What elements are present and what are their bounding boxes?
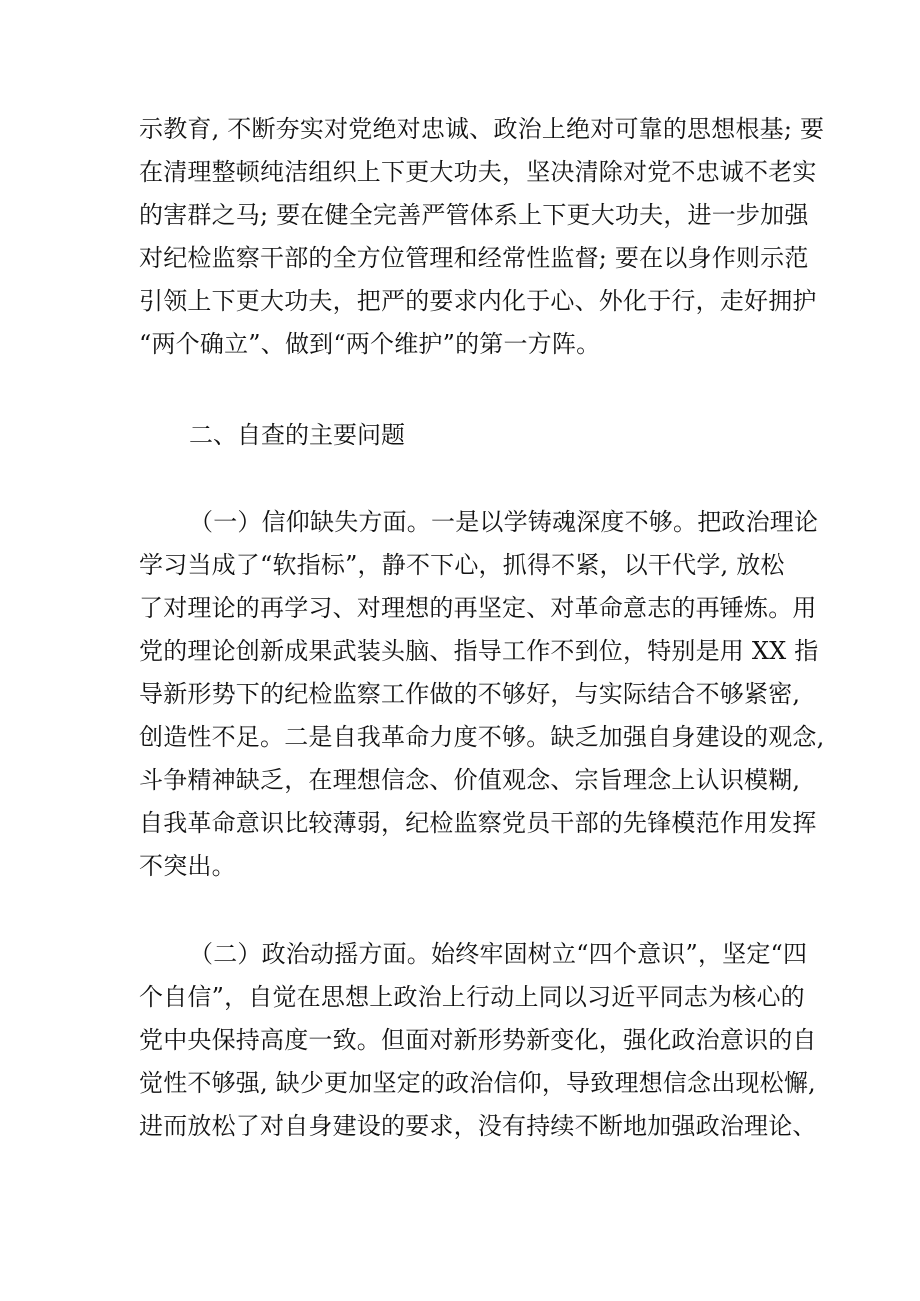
text-line: （一）信仰缺失方面。一是以学铸魂深度不够。把政治理论 — [189, 508, 819, 536]
text-line: 进而放松了对自身建设的要求，没有持续不断地加强政治理论、 — [139, 1112, 817, 1140]
text-line: 在清理整顿纯洁组织上下更大功夫，坚决清除对党不忠诚不老实 — [139, 158, 817, 186]
text-line: 的害群之马; 要在健全完善严管体系上下更大功夫，进一步加强 — [139, 201, 809, 229]
text-line: 斗争精神缺乏，在理想信念、价值观念、宗旨理念上认识模糊, — [139, 766, 801, 794]
text-line: 不突出。 — [139, 852, 236, 880]
text-line: 党的理论创新成果武装头脑、指导工作不到位，特别是用 XX 指 — [139, 637, 819, 665]
text-line: 导新形势下的纪检监察工作做的不够好，与实际结合不够紧密, — [139, 680, 801, 708]
paragraph-faith — [139, 501, 825, 888]
paragraph-politics — [139, 933, 817, 1148]
text-line: （二）政治动摇方面。始终牢固树立“四个意识”，坚定“四 — [189, 940, 808, 968]
text-line: 党中央保持高度一致。但面对新形势新变化，强化政治意识的自 — [139, 1026, 817, 1054]
text-line: 觉性不够强, 缺少更加坚定的政治信仰，导致理想信念出现松懈, — [139, 1069, 816, 1097]
paragraph-continuation — [139, 108, 825, 366]
text-line: 示教育, 不断夯实对党绝对忠诚、政治上绝对可靠的思想根基; 要 — [139, 115, 825, 143]
text-line: 引领上下更大功夫，把严的要求内化于心、外化于行，走好拥护 — [139, 287, 817, 315]
text-line: 了对理论的再学习、对理想的再坚定、对革命意志的再锤炼。用 — [139, 594, 817, 622]
text-line: 自我革命意识比较薄弱，纪检监察党员干部的先锋模范作用发挥 — [139, 809, 817, 837]
text-line: 对纪检监察干部的全方位管理和经常性监督; 要在以身作则示范 — [139, 244, 809, 272]
text-line: 创造性不足。二是自我革命力度不够。缺乏加强自身建设的观念, — [139, 723, 825, 751]
text-line: “两个确立”、做到“两个维护”的第一方阵。 — [139, 330, 601, 358]
text-line: 个自信”，自觉在思想上政治上行动上同以习近平同志为核心的 — [139, 983, 805, 1011]
text-line: 学习当成了“软指标”，静不下心，抓得不紧，以干代学, 放松 — [139, 551, 785, 579]
section-heading: 二、自查的主要问题 — [189, 421, 405, 449]
